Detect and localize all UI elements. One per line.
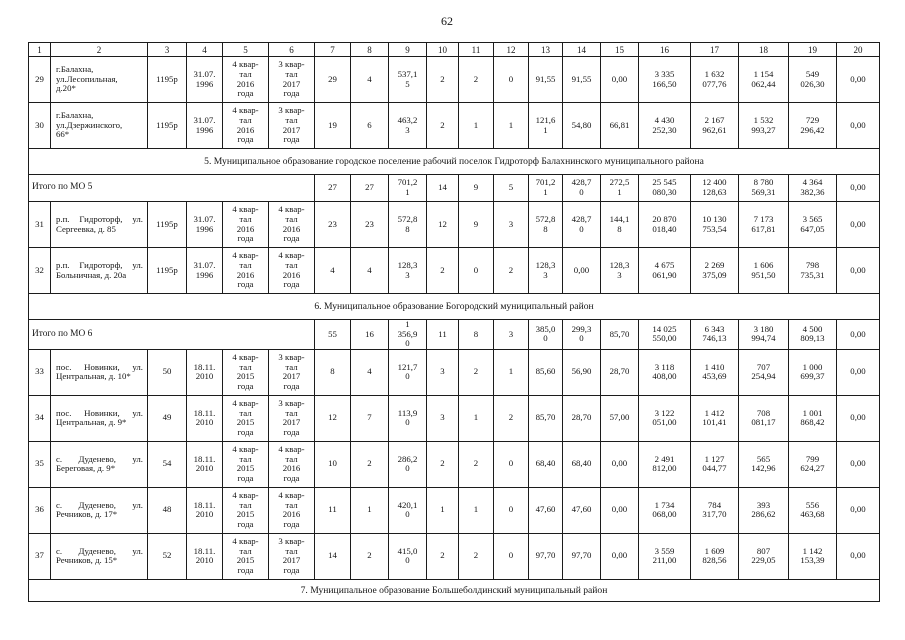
column-number-6: 6	[269, 43, 315, 57]
cell-col-8: 7	[351, 395, 389, 441]
cell-col-17: 2 167 962,61	[691, 103, 739, 149]
cell-col-11: 8	[459, 320, 494, 350]
column-number-20: 20	[837, 43, 880, 57]
cell-col-11: 2	[459, 57, 494, 103]
cell-col-4: 18.11. 2010	[187, 349, 223, 395]
cell-col-19: 1 001 868,42	[789, 395, 837, 441]
table-row	[29, 248, 880, 294]
cell-col-7: 14	[315, 533, 351, 579]
total-label: Итого по МО 5	[29, 175, 315, 202]
cell-col-15: 0,00	[601, 533, 639, 579]
cell-col-10: 3	[427, 395, 459, 441]
cell-col-10: 2	[427, 441, 459, 487]
column-number-18: 18	[739, 43, 789, 57]
cell-col-18: 393 286,62	[739, 487, 789, 533]
cell-col-20: 0,00	[837, 441, 880, 487]
cell-col-4: 31.07. 1996	[187, 103, 223, 149]
cell-col-7: 8	[315, 349, 351, 395]
cell-col-13: 572,8 8	[529, 202, 563, 248]
cell-col-17: 1 609 828,56	[691, 533, 739, 579]
cell-col-12: 5	[494, 175, 529, 202]
table-row	[29, 441, 880, 487]
cell-col-15: 57,00	[601, 395, 639, 441]
address-cell: с. Дуденево, ул. Береговая, д. 9*	[51, 441, 148, 487]
cell-col-3: 48	[148, 487, 187, 533]
table-header	[29, 43, 880, 57]
row-number-cell: 34	[29, 395, 51, 441]
cell-col-11: 1	[459, 395, 494, 441]
cell-col-18: 807 229,05	[739, 533, 789, 579]
cell-col-6: 3 квар- тал 2017 года	[269, 349, 315, 395]
cell-col-12: 1	[494, 103, 529, 149]
cell-col-13: 85,70	[529, 395, 563, 441]
cell-col-3: 50	[148, 349, 187, 395]
cell-col-9: 113,9 0	[389, 395, 427, 441]
cell-col-15: 85,70	[601, 320, 639, 350]
cell-col-6: 3 квар- тал 2017 года	[269, 103, 315, 149]
cell-col-13: 91,55	[529, 57, 563, 103]
table-row	[29, 395, 880, 441]
cell-col-8: 4	[351, 57, 389, 103]
column-number-5: 5	[223, 43, 269, 57]
cell-col-12: 0	[494, 441, 529, 487]
cell-col-9: 537,1 5	[389, 57, 427, 103]
address-cell: пос. Новинки, ул. Центральная, д. 10*	[51, 349, 148, 395]
cell-col-19: 4 500 809,13	[789, 320, 837, 350]
cell-col-19: 556 463,68	[789, 487, 837, 533]
cell-col-13: 85,60	[529, 349, 563, 395]
cell-col-9: 128,3 3	[389, 248, 427, 294]
column-number-13: 13	[529, 43, 563, 57]
cell-col-6: 3 квар- тал 2017 года	[269, 395, 315, 441]
cell-col-9: 701,2 1	[389, 175, 427, 202]
cell-col-4: 18.11. 2010	[187, 487, 223, 533]
cell-col-5: 4 квар- тал 2016 года	[223, 57, 269, 103]
cell-col-18: 708 081,17	[739, 395, 789, 441]
cell-col-11: 1	[459, 103, 494, 149]
cell-col-17: 10 130 753,54	[691, 202, 739, 248]
cell-col-19: 4 364 382,36	[789, 175, 837, 202]
cell-col-14: 54,80	[563, 103, 601, 149]
cell-col-13: 701,2 1	[529, 175, 563, 202]
column-number-3: 3	[148, 43, 187, 57]
cell-col-16: 1 734 068,00	[639, 487, 691, 533]
cell-col-11: 9	[459, 175, 494, 202]
row-number-cell: 33	[29, 349, 51, 395]
column-number-16: 16	[639, 43, 691, 57]
cell-col-4: 18.11. 2010	[187, 395, 223, 441]
cell-col-8: 23	[351, 202, 389, 248]
cell-col-20: 0,00	[837, 349, 880, 395]
cell-col-10: 2	[427, 103, 459, 149]
address-cell: с. Дуденево, ул. Речников, д. 17*	[51, 487, 148, 533]
cell-col-18: 3 180 994,74	[739, 320, 789, 350]
column-number-7: 7	[315, 43, 351, 57]
cell-col-7: 19	[315, 103, 351, 149]
column-number-14: 14	[563, 43, 601, 57]
cell-col-15: 0,00	[601, 487, 639, 533]
cell-col-3: 1195р	[148, 248, 187, 294]
cell-col-7: 27	[315, 175, 351, 202]
cell-col-13: 128,3 3	[529, 248, 563, 294]
column-number-4: 4	[187, 43, 223, 57]
cell-col-8: 4	[351, 248, 389, 294]
cell-col-3: 1195р	[148, 202, 187, 248]
cell-col-18: 8 780 569,31	[739, 175, 789, 202]
table-row	[29, 533, 880, 579]
column-number-9: 9	[389, 43, 427, 57]
cell-col-20: 0,00	[837, 487, 880, 533]
cell-col-9: 415,0 0	[389, 533, 427, 579]
cell-col-14: 299,3 0	[563, 320, 601, 350]
cell-col-19: 3 565 647,05	[789, 202, 837, 248]
cell-col-9: 420,1 0	[389, 487, 427, 533]
cell-col-10: 14	[427, 175, 459, 202]
cell-col-17: 1 632 077,76	[691, 57, 739, 103]
cell-col-9: 286,2 0	[389, 441, 427, 487]
cell-col-15: 66,81	[601, 103, 639, 149]
cell-col-20: 0,00	[837, 248, 880, 294]
row-number-cell: 35	[29, 441, 51, 487]
section-row	[29, 149, 880, 175]
table-body	[29, 57, 880, 602]
table-row	[29, 349, 880, 395]
cell-col-13: 97,70	[529, 533, 563, 579]
section-title: 7. Муниципальное образование Большеболдинский муниципальный район	[29, 579, 880, 601]
cell-col-15: 144,1 8	[601, 202, 639, 248]
cell-col-16: 2 491 812,00	[639, 441, 691, 487]
cell-col-12: 0	[494, 57, 529, 103]
cell-col-4: 31.07. 1996	[187, 248, 223, 294]
cell-col-13: 47,60	[529, 487, 563, 533]
cell-col-17: 2 269 375,09	[691, 248, 739, 294]
cell-col-20: 0,00	[837, 395, 880, 441]
cell-col-12: 2	[494, 248, 529, 294]
table-row	[29, 57, 880, 103]
cell-col-14: 428,7 0	[563, 202, 601, 248]
resettlement-table	[28, 42, 880, 602]
cell-col-15: 28,70	[601, 349, 639, 395]
cell-col-4: 31.07. 1996	[187, 57, 223, 103]
section-row	[29, 579, 880, 601]
cell-col-13: 385,0 0	[529, 320, 563, 350]
cell-col-4: 31.07. 1996	[187, 202, 223, 248]
cell-col-14: 47,60	[563, 487, 601, 533]
cell-col-8: 1	[351, 487, 389, 533]
column-number-12: 12	[494, 43, 529, 57]
row-number-cell: 36	[29, 487, 51, 533]
cell-col-18: 1 606 951,50	[739, 248, 789, 294]
total-row	[29, 175, 880, 202]
cell-col-6: 3 квар- тал 2017 года	[269, 533, 315, 579]
cell-col-16: 20 870 018,40	[639, 202, 691, 248]
cell-col-3: 1195р	[148, 103, 187, 149]
column-number-10: 10	[427, 43, 459, 57]
cell-col-10: 12	[427, 202, 459, 248]
cell-col-12: 0	[494, 533, 529, 579]
address-cell: р.п. Гидроторф, ул. Больничная, д. 20а	[51, 248, 148, 294]
cell-col-5: 4 квар- тал 2015 года	[223, 349, 269, 395]
cell-col-18: 707 254,94	[739, 349, 789, 395]
cell-col-12: 3	[494, 320, 529, 350]
cell-col-17: 12 400 128,63	[691, 175, 739, 202]
cell-col-8: 2	[351, 533, 389, 579]
column-number-11: 11	[459, 43, 494, 57]
cell-col-17: 6 343 746,13	[691, 320, 739, 350]
cell-col-3: 52	[148, 533, 187, 579]
cell-col-16: 4 675 061,90	[639, 248, 691, 294]
cell-col-5: 4 квар- тал 2015 года	[223, 533, 269, 579]
cell-col-9: 121,7 0	[389, 349, 427, 395]
section-title: 6. Муниципальное образование Богородский муниципальный район	[29, 294, 880, 320]
cell-col-7: 23	[315, 202, 351, 248]
cell-col-19: 799 624,27	[789, 441, 837, 487]
cell-col-19: 1 142 153,39	[789, 533, 837, 579]
cell-col-16: 14 025 550,00	[639, 320, 691, 350]
table-row	[29, 487, 880, 533]
cell-col-9: 572,8 8	[389, 202, 427, 248]
cell-col-5: 4 квар- тал 2016 года	[223, 248, 269, 294]
cell-col-6: 4 квар- тал 2016 года	[269, 441, 315, 487]
cell-col-18: 1 154 062,44	[739, 57, 789, 103]
column-number-8: 8	[351, 43, 389, 57]
cell-col-18: 565 142,96	[739, 441, 789, 487]
cell-col-17: 1 410 453,69	[691, 349, 739, 395]
cell-col-20: 0,00	[837, 202, 880, 248]
column-number-15: 15	[601, 43, 639, 57]
cell-col-15: 0,00	[601, 441, 639, 487]
cell-col-12: 2	[494, 395, 529, 441]
column-number-1: 1	[29, 43, 51, 57]
address-cell: г.Балахна, ул.Дзержинского, 66*	[51, 103, 148, 149]
cell-col-11: 2	[459, 349, 494, 395]
cell-col-14: 68,40	[563, 441, 601, 487]
cell-col-3: 1195р	[148, 57, 187, 103]
row-number-cell: 37	[29, 533, 51, 579]
cell-col-17: 1 127 044,77	[691, 441, 739, 487]
cell-col-15: 128,3 3	[601, 248, 639, 294]
cell-col-20: 0,00	[837, 57, 880, 103]
cell-col-14: 0,00	[563, 248, 601, 294]
cell-col-3: 49	[148, 395, 187, 441]
cell-col-14: 91,55	[563, 57, 601, 103]
cell-col-16: 4 430 252,30	[639, 103, 691, 149]
cell-col-6: 4 квар- тал 2016 года	[269, 248, 315, 294]
address-cell: пос. Новинки, ул. Центральная, д. 9*	[51, 395, 148, 441]
cell-col-12: 0	[494, 487, 529, 533]
cell-col-7: 12	[315, 395, 351, 441]
cell-col-14: 28,70	[563, 395, 601, 441]
cell-col-16: 3 118 408,00	[639, 349, 691, 395]
column-number-19: 19	[789, 43, 837, 57]
row-number-cell: 31	[29, 202, 51, 248]
cell-col-15: 272,5 1	[601, 175, 639, 202]
cell-col-4: 18.11. 2010	[187, 533, 223, 579]
cell-col-9: 463,2 3	[389, 103, 427, 149]
cell-col-17: 1 412 101,41	[691, 395, 739, 441]
cell-col-7: 29	[315, 57, 351, 103]
cell-col-11: 9	[459, 202, 494, 248]
cell-col-16: 25 545 080,30	[639, 175, 691, 202]
cell-col-13: 68,40	[529, 441, 563, 487]
column-number-2: 2	[51, 43, 148, 57]
cell-col-14: 428,7 0	[563, 175, 601, 202]
cell-col-16: 3 122 051,00	[639, 395, 691, 441]
cell-col-9: 1 356,9 0	[389, 320, 427, 350]
cell-col-10: 1	[427, 487, 459, 533]
cell-col-10: 2	[427, 57, 459, 103]
row-number-cell: 32	[29, 248, 51, 294]
cell-col-12: 3	[494, 202, 529, 248]
cell-col-18: 1 532 993,27	[739, 103, 789, 149]
cell-col-11: 2	[459, 533, 494, 579]
cell-col-8: 4	[351, 349, 389, 395]
cell-col-11: 2	[459, 441, 494, 487]
cell-col-10: 2	[427, 248, 459, 294]
cell-col-19: 1 000 699,37	[789, 349, 837, 395]
table-row	[29, 202, 880, 248]
row-number-cell: 30	[29, 103, 51, 149]
cell-col-8: 27	[351, 175, 389, 202]
address-cell: р.п. Гидроторф, ул. Сергеевка, д. 85	[51, 202, 148, 248]
cell-col-3: 54	[148, 441, 187, 487]
row-number-cell: 29	[29, 57, 51, 103]
cell-col-20: 0,00	[837, 320, 880, 350]
cell-col-12: 1	[494, 349, 529, 395]
cell-col-14: 56,90	[563, 349, 601, 395]
address-cell: г.Балахна, ул.Лесопильная, д.20*	[51, 57, 148, 103]
cell-col-7: 11	[315, 487, 351, 533]
cell-col-17: 784 317,70	[691, 487, 739, 533]
cell-col-20: 0,00	[837, 533, 880, 579]
cell-col-7: 4	[315, 248, 351, 294]
cell-col-13: 121,6 1	[529, 103, 563, 149]
cell-col-15: 0,00	[601, 57, 639, 103]
cell-col-14: 97,70	[563, 533, 601, 579]
cell-col-8: 2	[351, 441, 389, 487]
cell-col-16: 3 335 166,50	[639, 57, 691, 103]
cell-col-5: 4 квар- тал 2015 года	[223, 487, 269, 533]
cell-col-5: 4 квар- тал 2016 года	[223, 103, 269, 149]
cell-col-20: 0,00	[837, 103, 880, 149]
address-cell: с. Дуденево, ул. Речников, д. 15*	[51, 533, 148, 579]
cell-col-5: 4 квар- тал 2015 года	[223, 441, 269, 487]
cell-col-10: 3	[427, 349, 459, 395]
section-row	[29, 294, 880, 320]
cell-col-18: 7 173 617,81	[739, 202, 789, 248]
cell-col-7: 55	[315, 320, 351, 350]
cell-col-10: 11	[427, 320, 459, 350]
cell-col-19: 798 735,31	[789, 248, 837, 294]
column-number-17: 17	[691, 43, 739, 57]
cell-col-11: 0	[459, 248, 494, 294]
cell-col-4: 18.11. 2010	[187, 441, 223, 487]
cell-col-19: 729 296,42	[789, 103, 837, 149]
cell-col-6: 4 квар- тал 2016 года	[269, 487, 315, 533]
cell-col-16: 3 559 211,00	[639, 533, 691, 579]
page-number: 62	[441, 14, 453, 28]
cell-col-5: 4 квар- тал 2015 года	[223, 395, 269, 441]
cell-col-6: 4 квар- тал 2016 года	[269, 202, 315, 248]
cell-col-5: 4 квар- тал 2016 года	[223, 202, 269, 248]
cell-col-19: 549 026,30	[789, 57, 837, 103]
total-row	[29, 320, 880, 350]
section-title: 5. Муниципальное образование городское поселение рабочий поселок Гидроторф Балахнинского муниципального района	[29, 149, 880, 175]
header-row	[29, 43, 880, 57]
cell-col-20: 0,00	[837, 175, 880, 202]
total-label: Итого по МО 6	[29, 320, 315, 350]
cell-col-6: 3 квар- тал 2017 года	[269, 57, 315, 103]
cell-col-8: 16	[351, 320, 389, 350]
cell-col-11: 1	[459, 487, 494, 533]
cell-col-8: 6	[351, 103, 389, 149]
table-row	[29, 103, 880, 149]
cell-col-7: 10	[315, 441, 351, 487]
cell-col-10: 2	[427, 533, 459, 579]
